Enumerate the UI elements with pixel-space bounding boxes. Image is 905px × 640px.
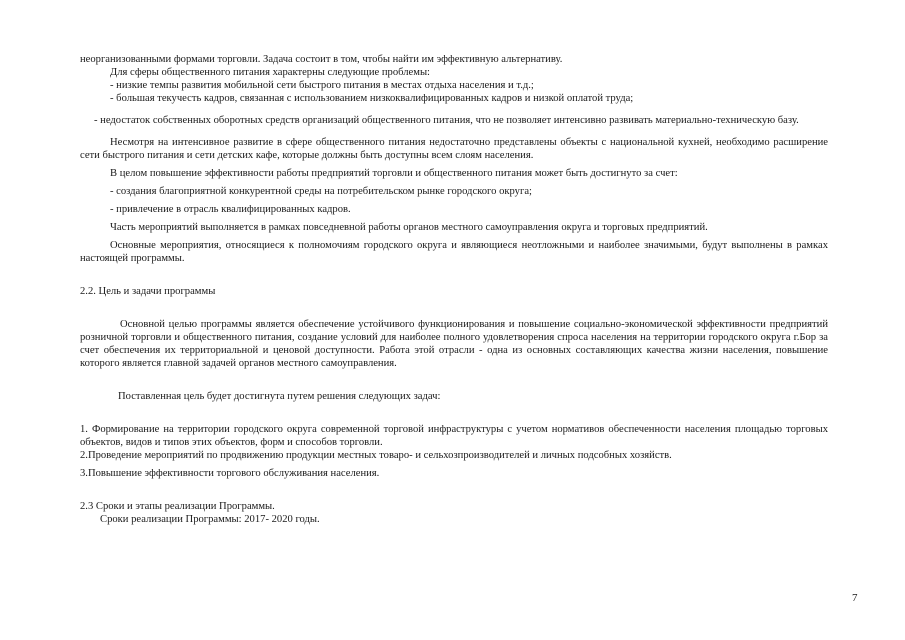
list-item: - большая текучесть кадров, связанная с использованием низкоквалифицированных кадров и низкой оплатой труда; [110, 93, 634, 104]
paragraph: Часть мероприятий выполняется в рамках повседневной работы органов местного самоуправления округа и торговых предприятий. [110, 222, 708, 233]
section-heading: 2.3 Сроки и этапы реализации Программы. [80, 501, 275, 512]
paragraph: Для сферы общественного питания характерны следующие проблемы: [110, 67, 431, 78]
paragraph: Основной целью программы является обеспечение устойчивого функционирования и повышение социально-экономической эффективности предприятий розничной торговли и общественного питания, создание условий для наиболее полного удовлетворения спроса населения на территории городского округа г.Бор за счет обеспечения их территориальной и ценовой доступности. Работа этой отрасли - одна из основных составляющих качества жизни населения, повышение которого является главной задачей органов местного самоуправления. [80, 319, 828, 369]
page-number: 7 [852, 592, 858, 604]
section-heading: 2.2. Цель и задачи программы [80, 286, 216, 297]
paragraph: Сроки реализации Программы: 2017- 2020 годы. [100, 514, 320, 525]
paragraph: неорганизованными формами торговли. Задача состоит в том, чтобы найти им эффективную альтернативу. [80, 54, 563, 65]
list-item: 2.Проведение мероприятий по продвижению продукции местных товаро- и сельхозпроизводителей и личных подсобных хозяйств. [80, 450, 672, 461]
list-item-text: - недостаток собственных оборотных средств организаций общественного питания, что не позволяет интенсивно развивать материально-техническую базу. [94, 115, 799, 126]
paragraph: Несмотря на интенсивное развитие в сфере общественного питания недостаточно представлены объекты с национальной кухней, необходимо расширение сети быстрого питания и сети детских кафе, которые должны быть доступны всем слоям населения. [80, 137, 828, 161]
list-item: 3.Повышение эффективности торгового обслуживания населения. [80, 468, 380, 479]
list-item [80, 114, 828, 127]
paragraph: Основные мероприятия, относящиеся к полномочиям городского округа и являющиеся неотложными и наиболее значимыми, будут выполнены в рамках настоящей программы. [80, 240, 828, 264]
list-item: - привлечение в отрасль квалифицированных кадров. [110, 204, 351, 215]
paragraph: В целом повышение эффективности работы предприятий торговли и общественного питания может быть достигнуто за счет: [110, 168, 678, 179]
list-item: - создания благоприятной конкурентной среды на потребительском рынке городского округа; [110, 186, 532, 197]
list-item: - низкие темпы развития мобильной сети быстрого питания в местах отдыха населения и т.д.; [110, 80, 534, 91]
document-body [80, 53, 828, 526]
list-item: 1. Формирование на территории городского округа современной торговой инфраструктуры с учетом нормативов обеспеченности населения площадью торговых объектов, видов и типов этих объектов, форм и способов торговли. [80, 424, 828, 448]
paragraph: Поставленная цель будет достигнута путем решения следующих задач: [118, 391, 441, 402]
